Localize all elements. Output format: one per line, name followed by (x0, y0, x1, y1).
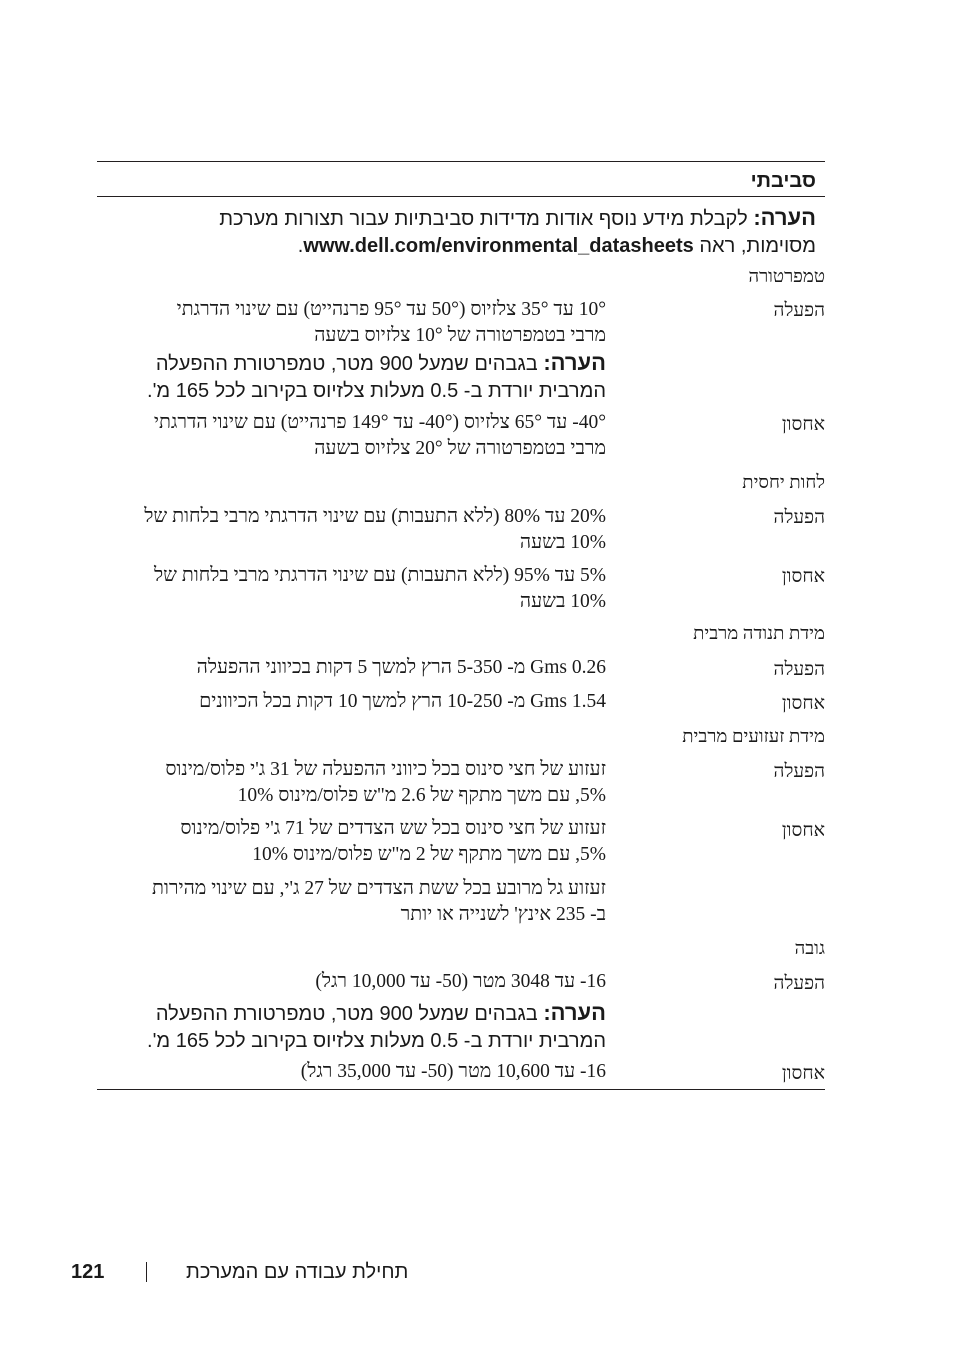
shock-square-wave-value (152, 876, 606, 928)
altitude-operating-label: הפעלה (773, 973, 825, 994)
humidity-operating-value (144, 504, 606, 556)
temperature-operating-line1: 10° עד 35° צלזיוס (50° עד 95° פרנהייט) עם שינוי הדרגתי (176, 299, 606, 320)
altitude-storage-label: אחסון (781, 1063, 825, 1084)
altitude-note-prefix: הערה: (543, 1000, 606, 1025)
humidity-operating-label: הפעלה (773, 507, 825, 528)
page-number: 121 (71, 1261, 105, 1283)
note-text-line1: לקבלת מידע נוסף אודות מדידות סביבתיות עבור תצורות מערכת (219, 208, 754, 230)
shock-square-line1: זעזוע גל מרובע בכל ששת הצדדים של 27 ג'י, עם שינוי מהירות (152, 878, 606, 899)
environmental-datasheets-link[interactable]: www.dell.com/environmental_datasheets (303, 235, 694, 257)
altitude-note-line2: המרבית יורדת ב- 0.5 מעלות צלזיוס בקירוב לכל 165 מ'. (147, 1030, 606, 1052)
temperature-note-line1: בגבהים שמעל 900 מטר, טמפרטורת ההפעלה (155, 353, 544, 375)
altitude-operating-value: ‎-16‎ עד 3048 מטר (‎-50‎ עד 10,000 רגל) (315, 971, 606, 992)
shock-storage-line2: 5%, עם משך מתקף של 2 מ"ש פלוס/מינוס 10% (252, 844, 606, 865)
temperature-note-prefix: הערה: (543, 350, 606, 375)
temperature-operating-note (147, 349, 606, 405)
shock-category: מידת זעזועים מרבית (682, 727, 825, 747)
temperature-category: טמפרטורה (748, 267, 825, 287)
humidity-operating-line1: 20% עד 80% (ללא התעבות) עם שינוי הדרגתי מרבי בלחות של (144, 506, 606, 527)
altitude-operating-note (147, 999, 606, 1055)
shock-square-line2: ב- 235 אינץ' לשנייה או יותר (400, 904, 606, 925)
shock-storage-label: אחסון (781, 820, 825, 841)
shock-operating-line2: 5%, עם משך מתקף של 2.6 מ"ש פלוס/מינוס 10% (237, 785, 606, 806)
temperature-storage-label: אחסון (781, 414, 825, 435)
table-top-rule (97, 161, 825, 162)
temperature-operating-label: הפעלה (773, 300, 825, 321)
shock-operating-line1: זעזוע של חצי סינוס בכל כיווני ההפעלה של 31 ג'י פלוס/מינוס (165, 759, 606, 780)
humidity-category: לחות יחסית (742, 473, 825, 493)
vibration-storage-label: אחסון (781, 693, 825, 714)
shock-storage-value (180, 816, 606, 868)
footer-title: תחילת עבודה עם המערכת (186, 1261, 409, 1283)
note-text-line2: מסוימות, ראה (693, 235, 816, 257)
vibration-category: מידת תנודה מרבית (693, 624, 825, 644)
shock-operating-label: הפעלה (773, 761, 825, 782)
altitude-storage-value: ‎-16‎ עד 10,600 מטר (‎-50‎ עד 35,000 רגל) (300, 1061, 606, 1082)
humidity-operating-line2: 10% בשעה (519, 532, 606, 553)
humidity-storage-line1: 5% עד 95% (ללא התעבות) עם שינוי הדרגתי מרבי בלחות של (154, 565, 606, 586)
temperature-operating-line2: מרבי בטמפרטורה של 10° צלזיוס בשעה (314, 325, 606, 346)
altitude-note-line1: בגבהים שמעל 900 מטר, טמפרטורת ההפעלה (155, 1003, 544, 1025)
vibration-operating-label: הפעלה (773, 659, 825, 680)
heading-rule (97, 196, 825, 197)
humidity-storage-value (154, 563, 606, 615)
temperature-operating-value (177, 297, 606, 349)
altitude-category: גובה (794, 939, 825, 959)
temperature-storage-line2: מרבי בטמפרטורה של 20° צלזיוס בשעה (314, 438, 606, 459)
shock-operating-value (165, 757, 606, 809)
temperature-storage-value (154, 410, 606, 462)
humidity-storage-line2: 10% בשעה (519, 591, 606, 612)
temperature-storage-line1: ‎-40°‎ עד 65° צלזיוס (‎-40°‎ עד 149° פרנהייט) עם שינוי הדרגתי (153, 412, 606, 433)
table-bottom-rule (97, 1089, 825, 1090)
section-heading: סביבתי (750, 170, 816, 192)
vibration-storage-value: 1.54 Gms מ- 10-250 הרץ למשך 10 דקות בכל הכיוונים (199, 691, 606, 712)
note-prefix: הערה: (753, 205, 816, 230)
vibration-operating-value: 0.26 Gms מ- 5-350 הרץ למשך 5 דקות בכיווני ההפעלה (196, 657, 606, 678)
humidity-storage-label: אחסון (781, 566, 825, 587)
note-period: . (297, 235, 304, 257)
footer-divider (146, 1262, 147, 1282)
temperature-note-line2: המרבית יורדת ב- 0.5 מעלות צלזיוס בקירוב לכל 165 מ'. (147, 380, 606, 402)
shock-storage-line1: זעזוע של חצי סינוס בכל שש הצדדים של 71 ג'י פלוס/מינוס (180, 818, 606, 839)
section-note (219, 204, 816, 260)
